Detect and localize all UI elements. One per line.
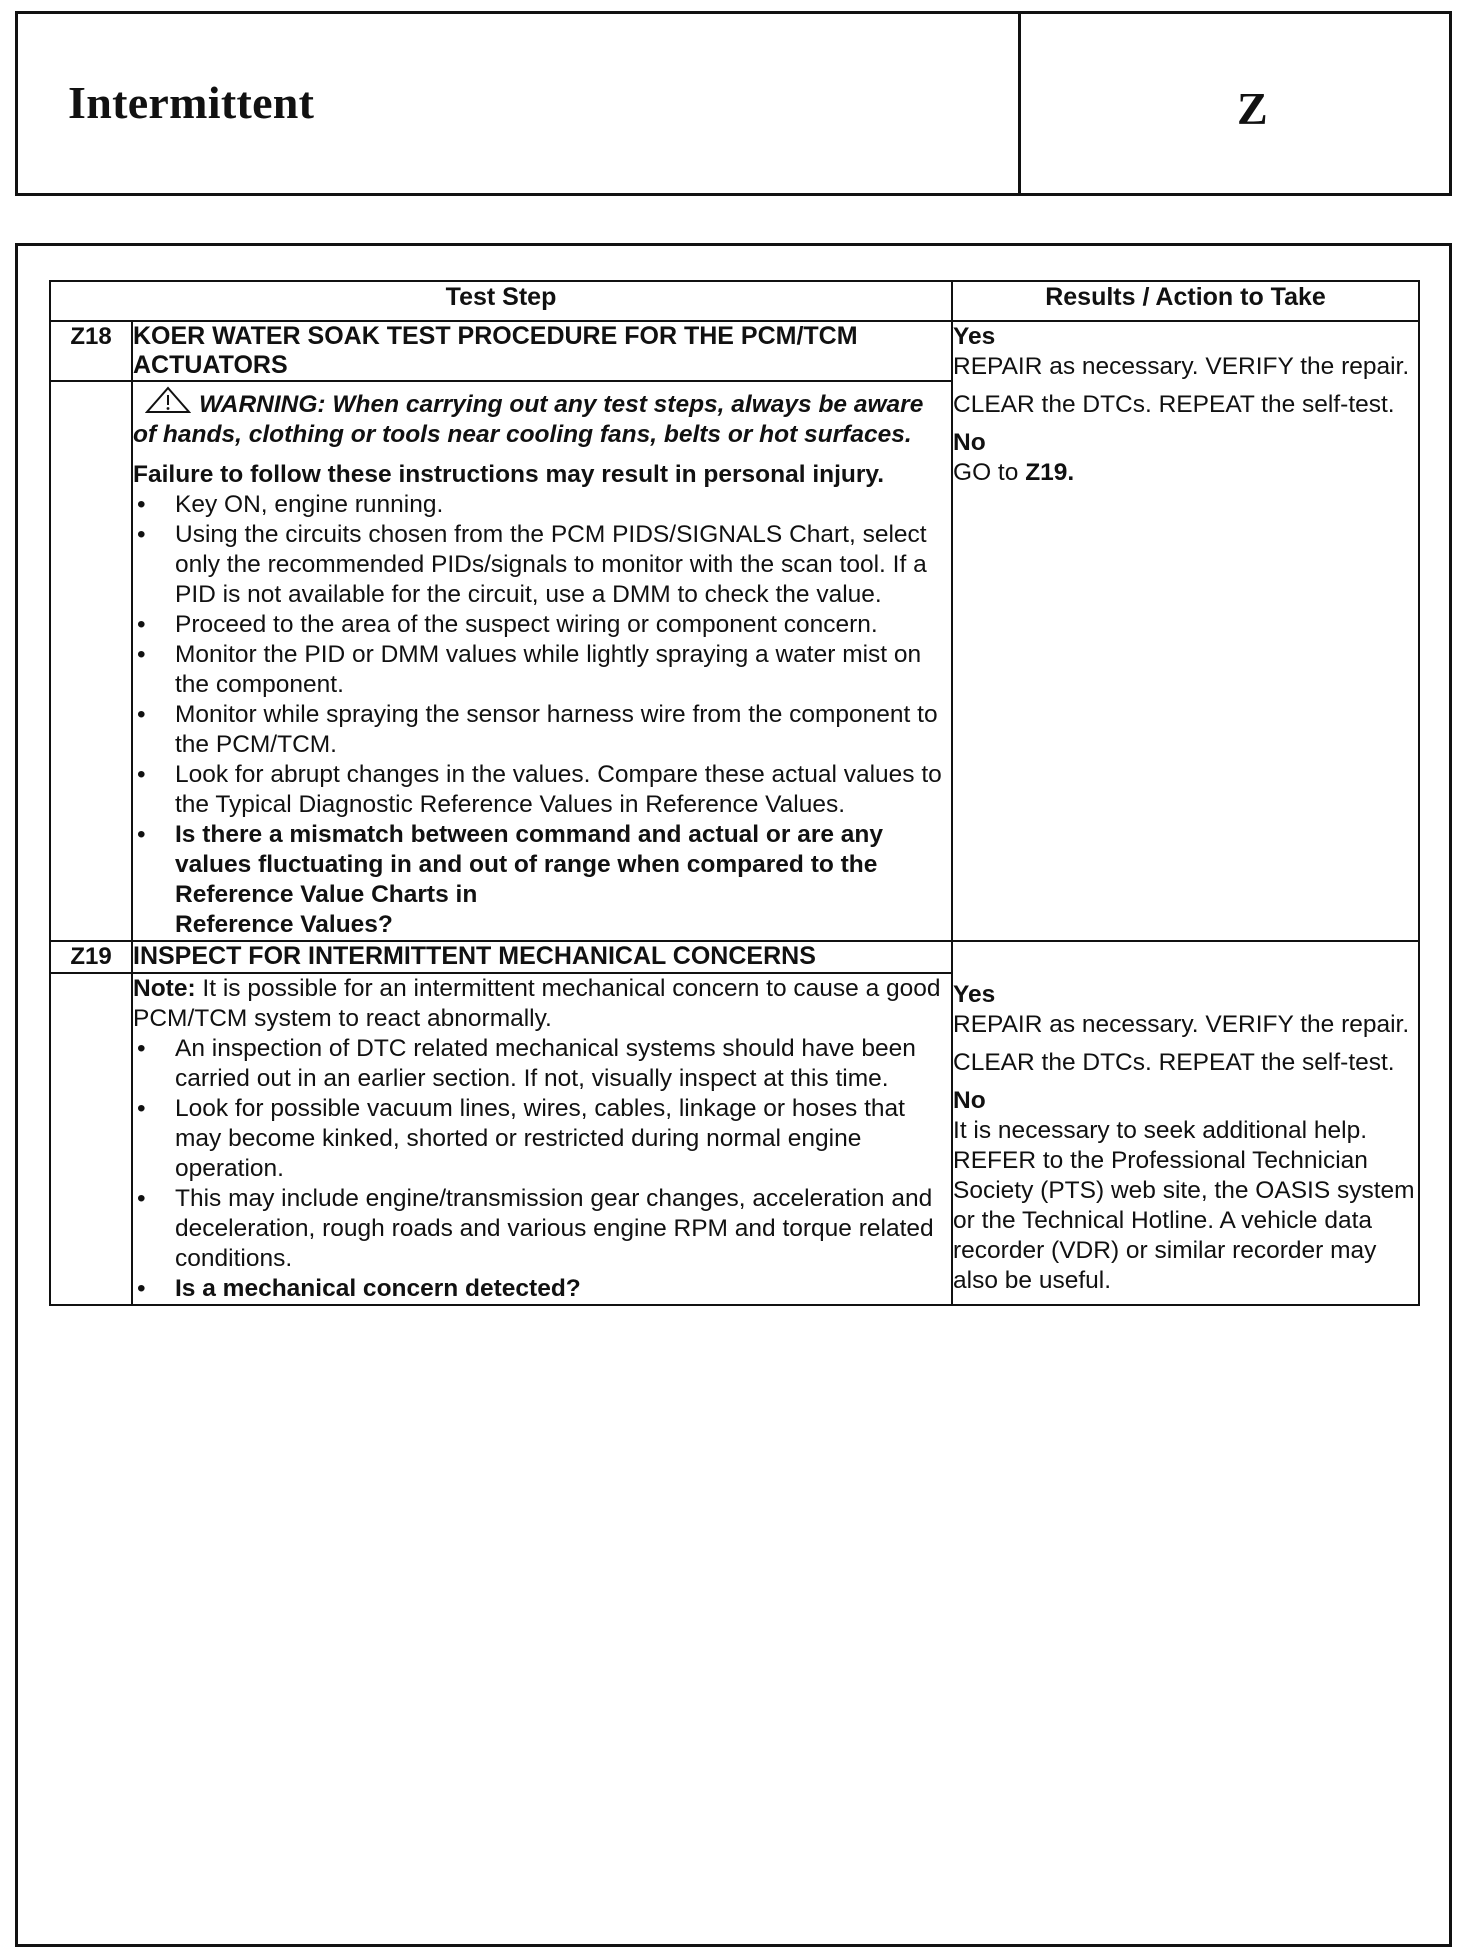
- list-item-question: [133, 820, 951, 940]
- z19-note: [133, 974, 951, 1034]
- z18-no-line: [953, 458, 1418, 488]
- z19-yes-text: REPAIR as necessary. VERIFY the repair.: [953, 1011, 1410, 1038]
- step-z18-title-row: [50, 321, 1419, 381]
- z18-question-tail: Reference Values?: [175, 911, 393, 938]
- step-z19-number-spacer: [50, 973, 132, 1305]
- z18-yes-label: Yes: [953, 323, 996, 350]
- step-z19-results: [952, 941, 1419, 1305]
- z19-yes-text2: CLEAR the DTCs. REPEAT the self-test.: [953, 1049, 1395, 1076]
- z18-warning-label: WARNING:: [199, 391, 326, 418]
- results-header: Results / Action to Take: [952, 281, 1419, 321]
- z19-no-text: It is necessary to seek additional help. REFER to the Professional Technician Society (PTS) web site, the OASIS system or the Technical Hotline. A vehicle data recorder (VDR) or similar recorder may also be useful.: [953, 1117, 1415, 1294]
- list-item: • Monitor the PID or DMM values while lightly spraying a water mist on the component.: [137, 641, 922, 698]
- z19-note-label: Note:: [133, 975, 196, 1002]
- step-z19-title: INSPECT FOR INTERMITTENT MECHANICAL CONCERNS: [132, 941, 952, 973]
- step-z18-results: [952, 321, 1419, 941]
- z18-no-text: GO to: [953, 459, 1019, 486]
- table-header-row: [50, 281, 1419, 321]
- step-z18-number: Z18: [50, 321, 132, 381]
- z18-yes-text: REPAIR as necessary. VERIFY the repair.: [953, 353, 1410, 380]
- list-item: • Using the circuits chosen from the PCM PIDS/SIGNALS Chart, select only the recommended PIDs/signals to monitor with the scan tool. If a PID is not available for the circuit, use a DMM to check the value.: [137, 521, 927, 608]
- bullet-glyph: •: [137, 701, 146, 728]
- step-z18-number-spacer: [50, 381, 132, 941]
- page-title: Intermittent: [18, 14, 1021, 193]
- bullet-glyph: •: [137, 1185, 146, 1212]
- list-item: • Look for abrupt changes in the values. Compare these actual values to the Typical Diagnostic Reference Values in Reference Values.: [137, 761, 942, 818]
- bullet-glyph: •: [137, 641, 146, 668]
- list-item: • Monitor while spraying the sensor harness wire from the component to the PCM/TCM.: [137, 701, 938, 758]
- bullet-glyph: •: [137, 821, 146, 848]
- bullet-glyph: •: [137, 761, 146, 788]
- z19-question: Is a mechanical concern detected?: [175, 1275, 581, 1302]
- list-item-question: [133, 1274, 951, 1304]
- step-z18-body: [132, 381, 952, 941]
- z18-warning-text: When carrying out any test steps, always be aware of hands, clothing or tools near cooling fans, belts or hot surfaces.: [133, 391, 924, 448]
- z19-yes-label: Yes: [953, 981, 996, 1008]
- bullet-glyph: •: [137, 1035, 146, 1062]
- step-z19-title-row: [50, 941, 1419, 973]
- z18-no-label: No: [953, 429, 986, 456]
- bullet-glyph: •: [137, 1275, 146, 1302]
- bullet-glyph: •: [137, 1095, 146, 1122]
- page-header: [15, 11, 1452, 196]
- z18-warning: [133, 386, 951, 450]
- z19-bullet-list: [133, 1034, 951, 1304]
- bullet-glyph: •: [137, 521, 146, 548]
- warning-triangle-icon: [145, 386, 191, 414]
- test-step-header: Test Step: [50, 281, 952, 321]
- z18-question: Is there a mismatch between command and actual or are any values fluctuating in and out of range when compared to the Reference Value Charts in: [175, 821, 884, 908]
- z19-note-text: It is possible for an intermittent mechanical concern to cause a good PCM/TCM system to react abnormally.: [133, 975, 941, 1032]
- section-code: Z: [1237, 83, 1268, 134]
- z18-no-ref[interactable]: Z19.: [1025, 459, 1075, 486]
- bullet-glyph: •: [137, 491, 146, 518]
- step-z19-body: [132, 973, 952, 1305]
- list-item: • Proceed to the area of the suspect wiring or component concern.: [137, 611, 878, 638]
- z18-bullet-list: [133, 490, 951, 940]
- list-item: • Look for possible vacuum lines, wires, cables, linkage or hoses that may become kinked, shorted or restricted during normal engine operation.: [137, 1095, 905, 1182]
- list-item: • An inspection of DTC related mechanical systems should have been carried out in an earlier section. If not, visually inspect at this time.: [137, 1035, 916, 1092]
- bullet-glyph: •: [137, 611, 146, 638]
- z18-yes-text2: CLEAR the DTCs. REPEAT the self-test.: [953, 391, 1395, 418]
- list-item: • Key ON, engine running.: [137, 491, 444, 518]
- test-step-table: [49, 280, 1420, 1306]
- step-z18-title: KOER WATER SOAK TEST PROCEDURE FOR THE PCM/TCM ACTUATORS: [132, 321, 952, 381]
- z19-no-label: No: [953, 1087, 986, 1114]
- z18-failure-text: Failure to follow these instructions may result in personal injury.: [133, 461, 885, 488]
- list-item: • This may include engine/transmission gear changes, acceleration and deceleration, rough roads and various engine RPM and torque related conditions.: [137, 1185, 934, 1272]
- step-z19-number: Z19: [50, 941, 132, 973]
